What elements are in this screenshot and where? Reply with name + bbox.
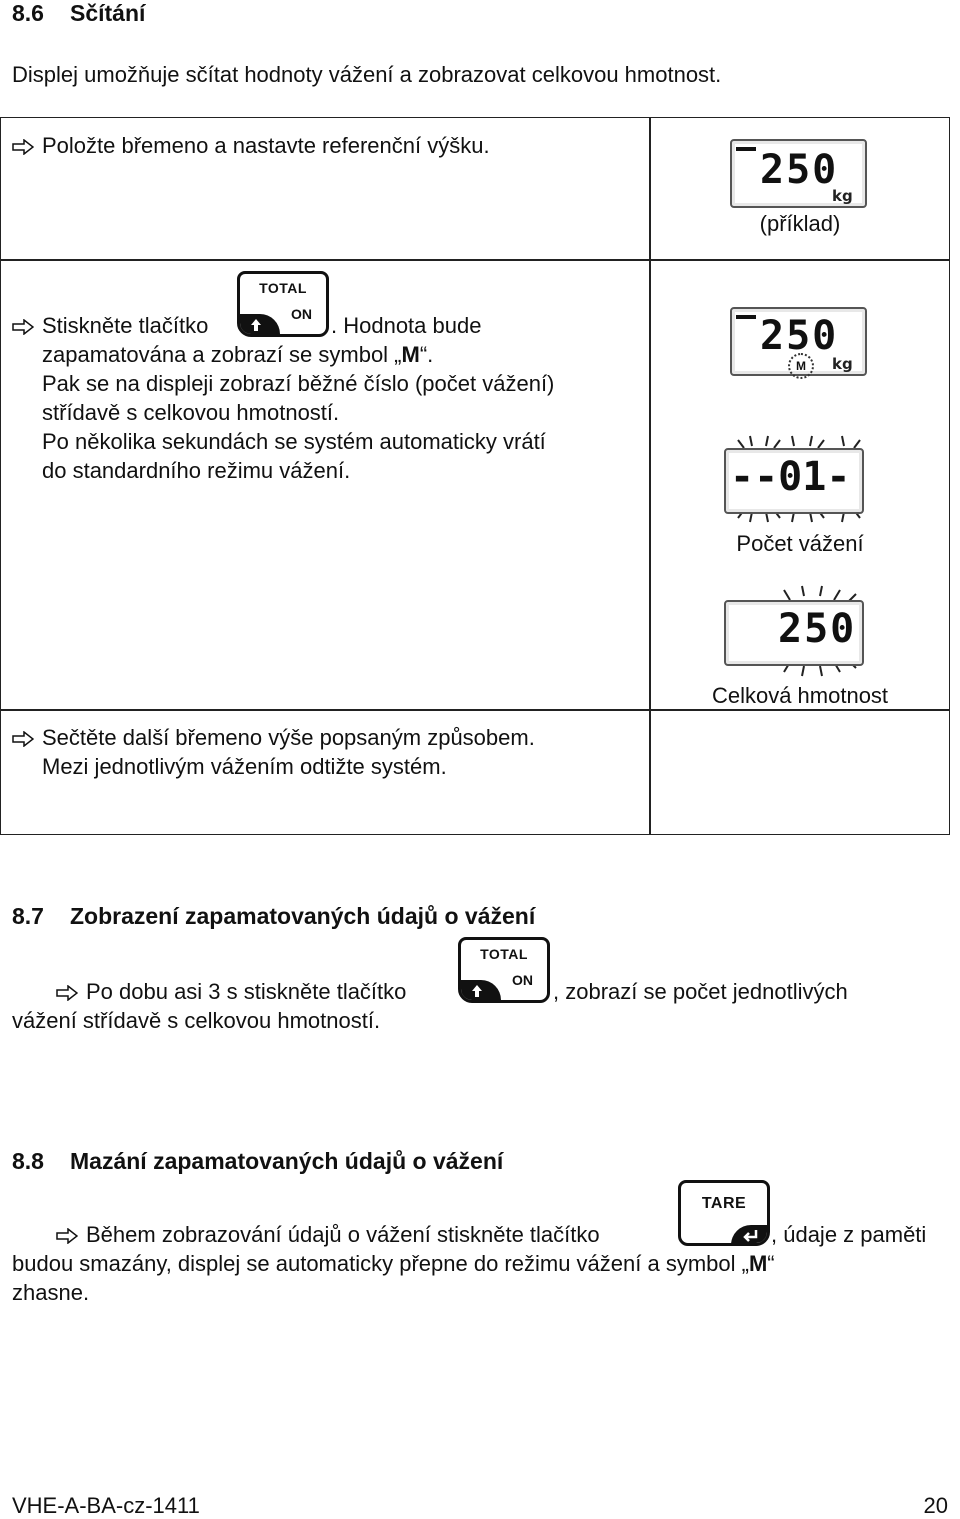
tare-label: TARE	[701, 1195, 747, 1212]
step-3-text: Sečtěte další břemeno výše popsaným způsobem.	[42, 725, 535, 750]
s88-text-after: , údaje z paměti	[771, 1222, 927, 1247]
s88-line-2-a: budou smazány, displej se automaticky přepne do režimu vážení a symbol „	[12, 1251, 749, 1276]
section-number: 8.8	[12, 1148, 44, 1174]
step-3-line-1	[12, 723, 535, 752]
lcd-unit: kg	[832, 187, 853, 205]
memory-symbol-icon: M	[788, 353, 814, 379]
s88-line-2	[12, 1249, 775, 1278]
step-2-text-before: Stiskněte tlačítko	[42, 313, 209, 338]
minus-segment	[736, 315, 756, 319]
arrow-right-icon	[56, 977, 86, 1006]
step-2-line-2	[42, 340, 433, 369]
step-1	[12, 131, 490, 160]
lcd-display-count	[724, 448, 864, 514]
footer-doc-id: VHE-A-BA-cz-1411	[12, 1493, 200, 1518]
caption-example: (příklad)	[759, 211, 841, 236]
arrow-right-icon	[12, 131, 42, 160]
lcd-value: 250	[760, 147, 839, 193]
caption-total: Celková hmotnost	[711, 683, 889, 708]
tare-key	[678, 1180, 770, 1246]
step-3-line-2: Mezi jednotlivým vážením odtižte systém.	[42, 754, 447, 779]
section-8-8-heading	[12, 1148, 503, 1175]
s87-text-before: Po dobu asi 3 s stiskněte tlačítko	[86, 979, 407, 1004]
step-1-text: Položte břemeno a nastavte referenční výšku.	[42, 133, 490, 158]
total-on-key-body	[237, 271, 329, 337]
step-2-text-after: . Hodnota bude	[331, 313, 482, 338]
section-number: 8.6	[12, 0, 44, 26]
arrow-right-icon	[12, 723, 42, 752]
step-2-line-5: Po několika sekundách se systém automaticky vrátí	[42, 429, 546, 454]
arrow-right-icon	[56, 1220, 86, 1249]
arrow-up-icon	[471, 984, 483, 998]
total-on-key-body	[458, 937, 550, 1003]
m-symbol: M	[748, 1251, 768, 1276]
on-label: ON	[512, 972, 533, 988]
s87-text-after: , zobrazí se počet jednotlivých	[553, 979, 848, 1004]
s87-line-1	[56, 977, 406, 1006]
section-8-7-heading	[12, 903, 535, 930]
enter-arrow-icon	[741, 1229, 759, 1243]
m-symbol: M	[401, 342, 420, 367]
footer-page-number: 20	[923, 1493, 948, 1518]
arrow-up-icon	[250, 318, 262, 332]
on-label: ON	[291, 306, 312, 322]
intro-text: Displej umožňuje sčítat hodnoty vážení a zobrazovat celkovou hmotnost.	[12, 62, 722, 87]
total-label: TOTAL	[259, 280, 307, 296]
section-number: 8.7	[12, 903, 44, 929]
step-2-line-2-b: “.	[419, 342, 434, 367]
s88-line-3: zhasne.	[12, 1280, 90, 1305]
tare-key-body	[678, 1180, 770, 1246]
s87-line-2: vážení střídavě s celkovou hmotností.	[12, 1008, 381, 1033]
step-2-line-6: do standardního režimu vážení.	[42, 458, 351, 483]
total-on-key	[237, 271, 329, 337]
s88-line-1	[56, 1220, 600, 1249]
step-2-line-3: Pak se na displeji zobrazí běžné číslo (počet vážení)	[42, 371, 555, 396]
caption-count: Počet vážení	[736, 531, 864, 556]
minus-segment	[736, 147, 756, 151]
step-2-line-4: střídavě s celkovou hmotností.	[42, 400, 340, 425]
s88-text-before: Během zobrazování údajů o vážení stiskněte tlačítko	[86, 1222, 600, 1247]
section-title: Zobrazení zapamatovaných údajů o vážení	[70, 903, 536, 929]
lcd-display-example	[730, 139, 867, 208]
s88-line-2-b: “	[767, 1251, 775, 1276]
lcd-display-memory	[730, 307, 867, 376]
total-label: TOTAL	[480, 946, 528, 962]
lcd-value: --01-	[730, 454, 851, 500]
section-title: Mazání zapamatovaných údajů o vážení	[70, 1148, 504, 1174]
section-8-6-heading	[12, 0, 145, 27]
step-2-line-2-a: zapamatována a zobrazí se symbol „	[42, 342, 402, 367]
step-2-line-1	[12, 311, 208, 340]
lcd-display-total	[724, 600, 864, 666]
total-on-key	[458, 937, 550, 1003]
arrow-right-icon	[12, 311, 42, 340]
section-title: Sčítání	[70, 0, 146, 26]
lcd-unit: kg	[832, 355, 853, 373]
lcd-value: 250	[778, 606, 857, 652]
table-cell-empty	[649, 709, 950, 835]
lcd-value: 250	[760, 313, 839, 359]
